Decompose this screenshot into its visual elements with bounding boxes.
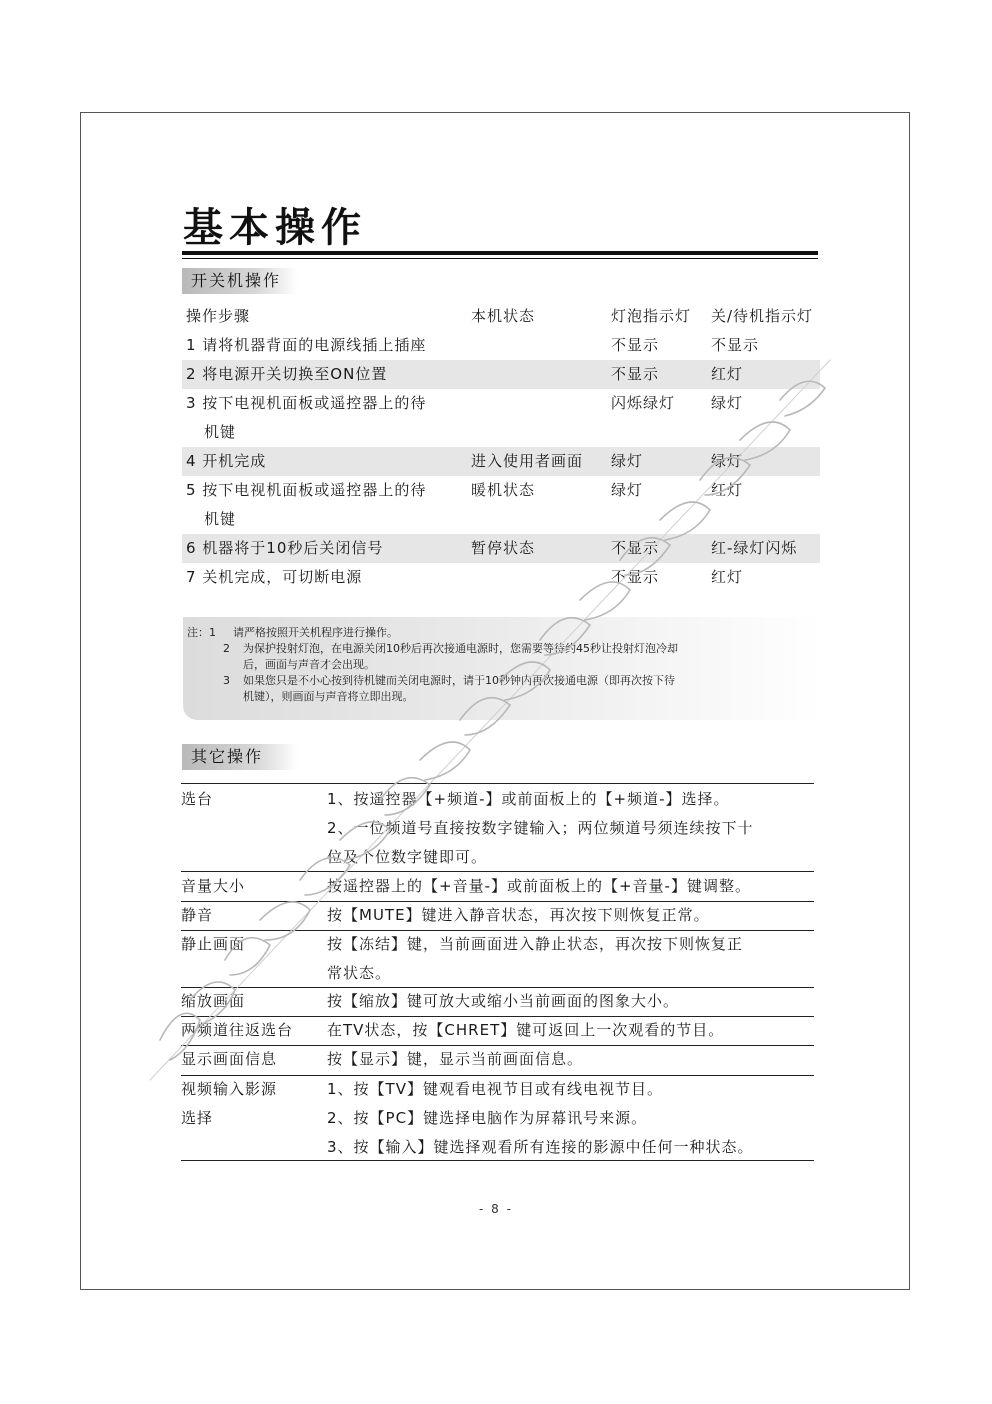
- step-cell: 7 关机完成，可切断电源: [186, 568, 363, 586]
- list-item: [181, 872, 814, 901]
- header-lamp: 灯泡指示灯: [611, 307, 692, 325]
- state-cell: 暂停状态: [467, 534, 607, 563]
- step-cell: 3 按下电视机面板或遥控器上的待 机键: [186, 394, 427, 441]
- item-description: 在TV状态，按【CHRET】键可返回上一次观看的节目。: [327, 1021, 725, 1039]
- item-description: 按【显示】键，显示当前画面信息。: [327, 1050, 584, 1068]
- power-operation-table: [182, 301, 820, 592]
- standby-cell: 绿灯: [711, 394, 744, 412]
- header-step: 操作步骤: [186, 307, 251, 325]
- page-title: 基本操作: [183, 205, 367, 251]
- note-text: 请严格按照开关机程序进行操作。: [233, 626, 398, 639]
- note-text: 后，画面与声音才会出现。: [243, 658, 375, 671]
- list-item: [181, 930, 814, 988]
- item-label: 静止画面: [181, 935, 246, 953]
- header-state: 本机状态: [471, 307, 536, 325]
- table-row: [182, 389, 820, 447]
- state-cell: [467, 331, 607, 360]
- item-label: 音量大小: [181, 877, 246, 895]
- lamp-cell: 绿灯: [607, 447, 707, 476]
- notes-box: [183, 617, 823, 720]
- note-item: [187, 673, 817, 705]
- lamp-cell: 绿灯: [611, 481, 644, 499]
- table-row: [182, 476, 820, 534]
- item-label: 选台: [181, 790, 214, 808]
- table-row: [182, 360, 820, 389]
- note-number: 1: [209, 626, 216, 639]
- note-number: 3: [223, 674, 230, 687]
- note-text: 为保护投射灯泡，在电源关闭10秒后再次接通电源时，您需要等待约45秒让投射灯泡冷却: [243, 642, 678, 655]
- note-number: 2: [223, 642, 230, 655]
- note-text: 如果您只是不小心按到待机键而关闭电源时，请于10秒钟内再次接通电源（即再次按下待: [243, 674, 675, 687]
- state-cell: 暖机状态: [471, 481, 536, 499]
- section-label-other: 其它操作: [182, 744, 298, 770]
- notes-label: 注：: [187, 626, 209, 639]
- item-label: 静音: [181, 906, 214, 924]
- list-item: [181, 1075, 814, 1161]
- item-description: 1、按遥控器【+频道-】或前面板上的【+频道-】选择。 2、一位频道号直接按数字键输入；两位频道号须连续按下十 位及个位数字键即可。: [327, 790, 754, 866]
- state-cell: [467, 563, 607, 592]
- lamp-cell: 不显示: [611, 568, 660, 586]
- item-description: 按【缩放】键可放大或缩小当前画面的图象大小。: [327, 992, 680, 1010]
- title-divider-thick: [182, 251, 818, 255]
- lamp-cell: 不显示: [611, 336, 660, 354]
- step-cell: 6 机器将于10秒后关闭信号: [182, 534, 467, 563]
- standby-cell: 红灯: [711, 481, 744, 499]
- note-item: [187, 625, 817, 641]
- item-description: 按遥控器上的【+音量-】或前面板上的【+音量-】键调整。: [327, 877, 751, 895]
- list-item: [181, 987, 814, 1016]
- table-row: [182, 331, 820, 360]
- item-description: 按【MUTE】键进入静音状态，再次按下则恢复正常。: [327, 906, 710, 924]
- state-cell: [467, 360, 607, 389]
- page-number: - 8 -: [479, 1202, 513, 1216]
- item-label: 两频道往返选台: [181, 1021, 294, 1039]
- state-cell: 进入使用者画面: [467, 447, 607, 476]
- item-label: 缩放画面: [181, 992, 246, 1010]
- item-description: 1、按【TV】键观看电视节目或有线电视节目。 2、按【PC】键选择电脑作为屏幕讯号来源。 3、按【输入】键选择观看所有连接的影源中任何一种状态。: [327, 1080, 754, 1156]
- standby-cell: 不显示: [711, 336, 760, 354]
- header-standby: 关/待机指示灯: [711, 307, 814, 325]
- item-description: 按【冻结】键，当前画面进入静止状态，再次按下则恢复正 常状态。: [327, 935, 744, 982]
- lamp-cell: 不显示: [607, 534, 707, 563]
- section-label-power: 开关机操作: [182, 268, 298, 294]
- lamp-cell: 不显示: [607, 360, 707, 389]
- note-item: [187, 641, 817, 673]
- table-row: [182, 447, 820, 476]
- divider: [181, 783, 814, 784]
- item-label: 显示画面信息: [181, 1050, 278, 1068]
- item-label: 视频输入影源 选择: [181, 1080, 278, 1127]
- list-item: [181, 1016, 814, 1045]
- divider: [181, 1160, 814, 1161]
- standby-cell: 绿灯: [707, 447, 820, 476]
- step-cell: 1 请将机器背面的电源线插上插座: [186, 336, 427, 354]
- note-text: 机键），则画面与声音将立即出现。: [243, 690, 414, 703]
- step-cell: 2 将电源开关切换至ON位置: [182, 360, 467, 389]
- standby-cell: 红-绿灯闪烁: [707, 534, 820, 563]
- standby-cell: 红灯: [711, 568, 744, 586]
- step-cell: 4 开机完成: [182, 447, 467, 476]
- lamp-cell: 闪烁绿灯: [611, 394, 676, 412]
- state-cell: [467, 389, 607, 447]
- standby-cell: 红灯: [707, 360, 820, 389]
- list-item: [181, 1045, 814, 1074]
- table-row: [182, 563, 820, 592]
- table-header-row: [182, 301, 820, 331]
- table-row: [182, 534, 820, 563]
- list-item: [181, 785, 814, 871]
- list-item: [181, 901, 814, 930]
- title-divider-thin: [182, 258, 818, 259]
- step-cell: 5 按下电视机面板或遥控器上的待 机键: [186, 481, 427, 528]
